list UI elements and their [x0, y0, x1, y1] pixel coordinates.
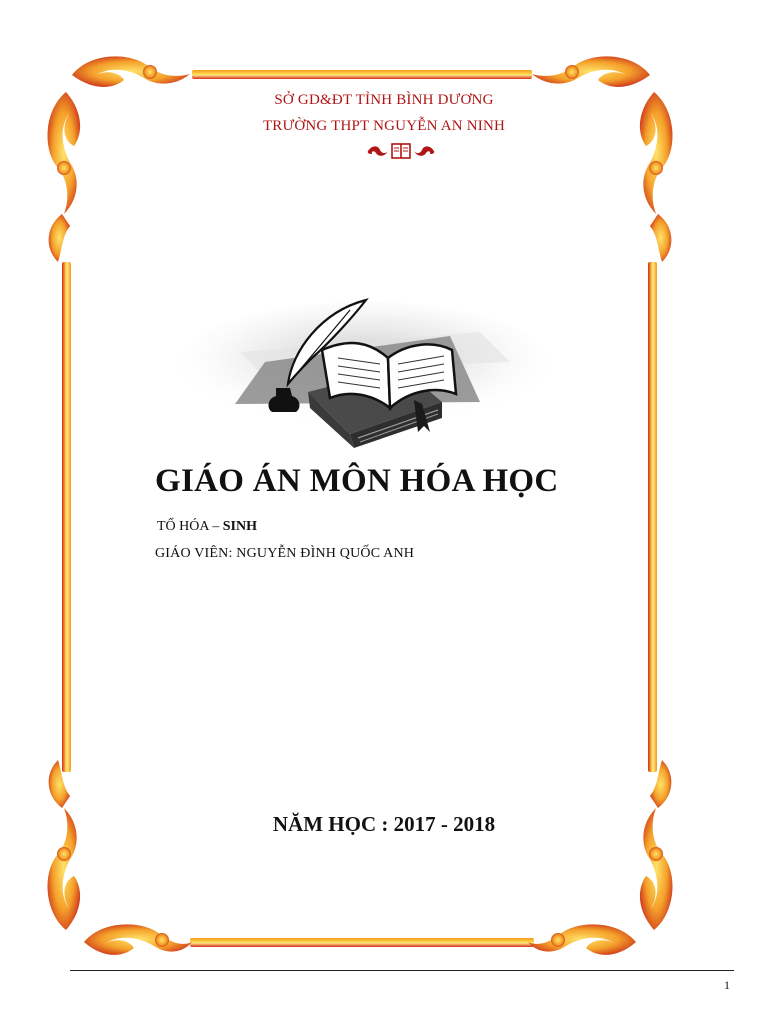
footer-divider: [70, 970, 734, 971]
teacher-name: GIÁO VIÊN: NGUYỄN ĐÌNH QUỐC ANH: [155, 546, 415, 561]
corner-scroll-bottom-right: [528, 924, 636, 955]
document-title: GIÁO ÁN MÔN HÓA HỌC: [155, 463, 559, 499]
school-year: NĂM HỌC : 2017 - 2018: [272, 812, 496, 836]
subject-group-name: SINH: [222, 519, 257, 534]
corner-scroll-top-left: [72, 56, 190, 87]
book-quill-inkwell-icon: [180, 292, 550, 452]
page-number: 1: [724, 978, 730, 992]
subject-group-prefix: TỔ HÓA –: [157, 519, 223, 534]
corner-scroll-top-right: [532, 56, 650, 87]
department-name: SỞ GD&ĐT TỈNH BÌNH DƯƠNG: [274, 92, 494, 108]
book-ornament-icon: [364, 141, 438, 161]
subject-group: [157, 519, 257, 535]
corner-scroll-bottom-left: [84, 924, 192, 955]
school-name: TRƯỜNG THPT NGUYỄN AN NINH: [262, 118, 506, 134]
